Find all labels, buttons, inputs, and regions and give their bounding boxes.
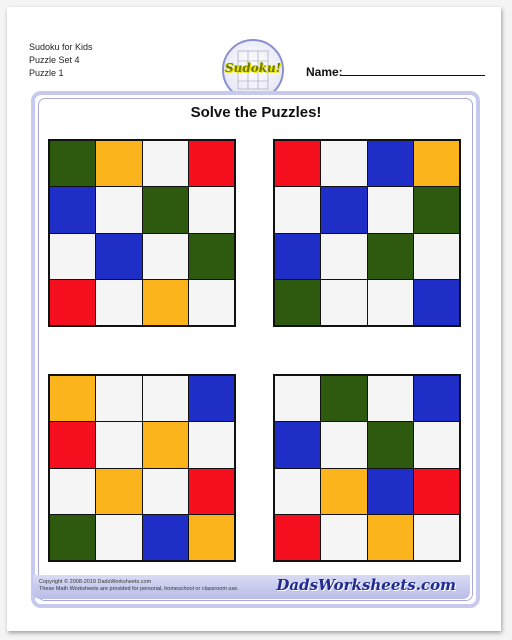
puzzle-cell [50, 515, 95, 560]
puzzle-cell[interactable] [143, 376, 188, 421]
puzzle-cell [143, 422, 188, 467]
puzzle-set-label: Puzzle Set 4 [29, 55, 80, 65]
puzzle-cell [414, 469, 459, 514]
puzzle-cell[interactable] [96, 187, 141, 232]
puzzle-cell[interactable] [50, 469, 95, 514]
puzzle-cell[interactable] [414, 422, 459, 467]
puzzle-cell[interactable] [96, 280, 141, 325]
puzzle-cell[interactable] [275, 376, 320, 421]
puzzle-cell[interactable] [275, 187, 320, 232]
puzzle-cell [321, 376, 366, 421]
puzzle-grid-top-left [48, 139, 236, 327]
puzzle-cell[interactable] [50, 234, 95, 279]
name-label: Name: [306, 65, 343, 79]
puzzle-grid-top-right [273, 139, 461, 327]
puzzle-cell[interactable] [321, 422, 366, 467]
puzzle-cell[interactable] [189, 422, 234, 467]
page-title: Solve the Puzzles! [190, 104, 322, 121]
puzzle-cell [189, 234, 234, 279]
puzzle-cell[interactable] [143, 141, 188, 186]
puzzle-cell[interactable] [189, 187, 234, 232]
puzzle-cell[interactable] [414, 234, 459, 279]
puzzle-cell [50, 376, 95, 421]
puzzle-cell[interactable] [368, 376, 413, 421]
copyright-notice [39, 579, 239, 593]
name-field-line[interactable] [341, 75, 485, 76]
copyright-line: Copyright © 2008-2019 DadsWorksheets.com [39, 579, 152, 585]
puzzle-cell [414, 280, 459, 325]
puzzle-cell[interactable] [275, 469, 320, 514]
puzzle-cell [368, 422, 413, 467]
puzzle-cell [368, 234, 413, 279]
puzzle-cell [368, 515, 413, 560]
puzzle-cell [414, 376, 459, 421]
puzzle-cell [50, 187, 95, 232]
puzzle-cell[interactable] [96, 515, 141, 560]
puzzle-cell [96, 234, 141, 279]
puzzle-cell[interactable] [96, 376, 141, 421]
puzzle-cell [189, 376, 234, 421]
puzzle-cell [189, 515, 234, 560]
puzzle-cell [414, 187, 459, 232]
puzzle-cell[interactable] [143, 469, 188, 514]
puzzle-cell[interactable] [96, 422, 141, 467]
puzzle-grid-bottom-right [273, 374, 461, 562]
puzzle-cell [368, 141, 413, 186]
puzzle-cell [143, 280, 188, 325]
puzzle-cell [50, 141, 95, 186]
worksheet-title: Sudoku for Kids [29, 42, 93, 52]
puzzle-cell [275, 141, 320, 186]
puzzle-cell [96, 141, 141, 186]
puzzle-cell [414, 141, 459, 186]
puzzle-cell[interactable] [321, 141, 366, 186]
puzzle-cell[interactable] [189, 280, 234, 325]
puzzle-cell [321, 187, 366, 232]
puzzle-cell [321, 469, 366, 514]
puzzle-cell [50, 280, 95, 325]
puzzle-cell[interactable] [321, 234, 366, 279]
puzzle-cell [275, 515, 320, 560]
puzzle-grid-bottom-left [48, 374, 236, 562]
puzzle-cell[interactable] [321, 515, 366, 560]
puzzle-cell[interactable] [414, 515, 459, 560]
puzzle-cell [189, 141, 234, 186]
brand-logo[interactable]: DadsWorksheets.com [276, 576, 456, 594]
puzzle-cell [275, 280, 320, 325]
puzzle-cell[interactable] [368, 187, 413, 232]
worksheet-info [29, 41, 93, 80]
puzzle-cell[interactable] [143, 234, 188, 279]
puzzle-cell [96, 469, 141, 514]
puzzle-cell [143, 187, 188, 232]
puzzle-number-label: Puzzle 1 [29, 68, 64, 78]
puzzle-cell [50, 422, 95, 467]
puzzle-cell[interactable] [321, 280, 366, 325]
logo-text: Sudoku! [224, 61, 282, 75]
puzzle-cell [368, 469, 413, 514]
usage-line: These Math Worksheets are provided for personal, homeschool or classroom use. [39, 586, 239, 592]
puzzle-cell[interactable] [368, 280, 413, 325]
puzzle-cell [275, 422, 320, 467]
puzzle-cell [143, 515, 188, 560]
puzzle-cell [189, 469, 234, 514]
puzzle-cell [275, 234, 320, 279]
